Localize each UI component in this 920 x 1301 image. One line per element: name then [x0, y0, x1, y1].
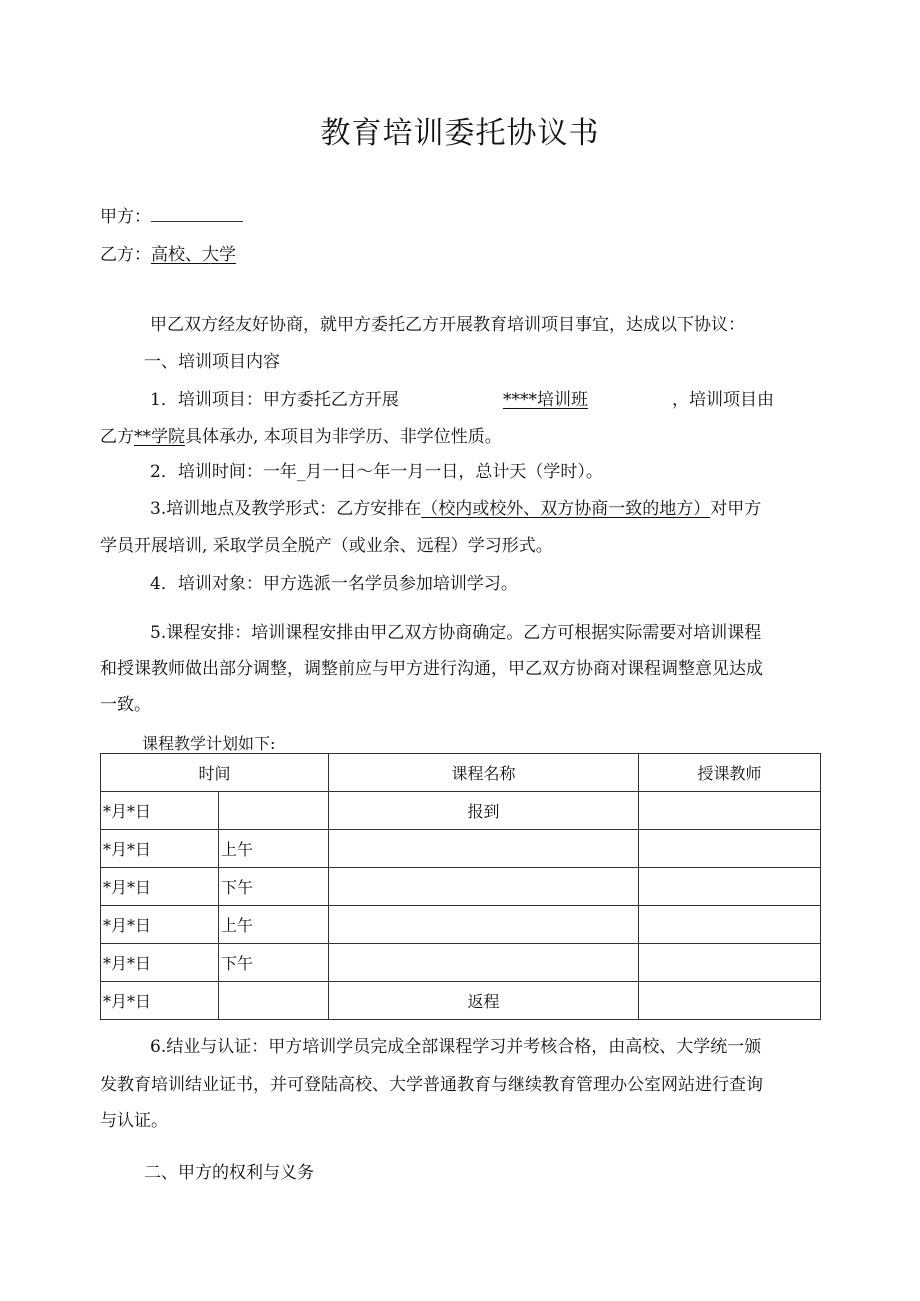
row-date: *月*日 — [101, 944, 219, 982]
item3-suffix: 对甲方 — [710, 499, 762, 519]
intro-paragraph: 甲乙双方经友好协商，就甲方委托乙方开展教育培训项目事宜，达成以下协议： — [150, 315, 745, 335]
row-date: *月*日 — [101, 868, 219, 906]
row-date: *月*日 — [101, 982, 219, 1020]
row-period: 下午 — [219, 868, 329, 906]
item1-line2-prefix: 乙方 — [100, 427, 134, 447]
row-teacher — [639, 906, 821, 944]
row-date: *月*日 — [101, 830, 219, 868]
item5-line1: 5.课程安排：培训课程安排由甲乙双方协商确定。乙方可根据实际需要对培训课程 — [150, 623, 762, 643]
item1-project-name: ****培训班 — [503, 390, 588, 410]
party-b-label: 乙方： — [100, 245, 151, 265]
row-date: *月*日 — [101, 792, 219, 830]
item3-line2: 学员开展培训, 采取学员全脱产（或业余、远程）学习形式。 — [100, 536, 553, 556]
row-period: 上午 — [219, 906, 329, 944]
item2-paragraph: 2．培训时间：一年_月一日～年一月一日，总计天（学时）。 — [150, 462, 603, 482]
row-course — [329, 944, 639, 982]
row-period: 上午 — [219, 830, 329, 868]
row-course: 返程 — [329, 982, 639, 1020]
row-period: 下午 — [219, 944, 329, 982]
item3-prefix: 3.培训地点及教学形式：乙方安排在 — [150, 499, 422, 519]
row-date: *月*日 — [101, 906, 219, 944]
row-course — [329, 868, 639, 906]
row-period — [219, 792, 329, 830]
table-row — [101, 868, 821, 906]
row-period — [219, 982, 329, 1020]
table-row — [101, 792, 821, 830]
item1-line2 — [100, 422, 502, 447]
item3-location: （校内或校外、双方协商一致的地方） — [421, 499, 711, 519]
row-teacher — [639, 868, 821, 906]
item3-line1 — [150, 494, 761, 519]
plan-caption: 课程教学计划如下: — [142, 734, 276, 753]
row-course — [329, 830, 639, 868]
item1-college: **学院 — [134, 427, 185, 447]
header-teacher: 授课教师 — [639, 754, 821, 792]
party-a-line — [100, 202, 243, 227]
header-course: 课程名称 — [329, 754, 639, 792]
party-b-value: 高校、大学 — [151, 245, 236, 265]
table-row — [101, 830, 821, 868]
item5-line3: 一致。 — [100, 695, 151, 715]
item6-line2: 发教育培训结业证书，并可登陆高校、大学普通教育与继续教育管理办公室网站进行查询 — [100, 1075, 763, 1095]
table-header-row — [101, 754, 821, 792]
item1-line1 — [150, 385, 399, 410]
item1-suffix: ，培训项目由 — [672, 390, 774, 410]
item6-line1: 6.结业与认证：甲方培训学员完成全部课程学习并考核合格，由高校、大学统一颁 — [150, 1037, 762, 1057]
item5-line2: 和授课教师做出部分调整，调整前应与甲方进行沟通，甲乙双方协商对课程调整意见达成 — [100, 659, 763, 679]
course-plan-table — [100, 753, 821, 1020]
document-title: 教育培训委托协议书 — [320, 116, 600, 151]
table-row — [101, 944, 821, 982]
row-teacher — [639, 830, 821, 868]
table-row — [101, 982, 821, 1020]
item4-paragraph: 4．培训对象：甲方选派一名学员参加培训学习。 — [150, 574, 518, 594]
party-b-line — [100, 240, 236, 265]
item1-line2-suffix: 具体承办, 本项目为非学历、非学位性质。 — [185, 427, 502, 447]
item1-prefix: 1．培训项目：甲方委托乙方开展 — [150, 390, 399, 410]
row-teacher — [639, 982, 821, 1020]
section2-heading: 二、甲方的权利与义务 — [144, 1163, 314, 1183]
party-a-label: 甲方： — [100, 207, 151, 227]
row-teacher — [639, 792, 821, 830]
party-a-blank — [151, 207, 243, 222]
row-course — [329, 906, 639, 944]
header-time: 时间 — [101, 754, 329, 792]
row-teacher — [639, 944, 821, 982]
section1-heading: 一、培训项目内容 — [144, 352, 280, 372]
item6-line3: 与认证。 — [100, 1111, 168, 1131]
row-course: 报到 — [329, 792, 639, 830]
table-row — [101, 906, 821, 944]
